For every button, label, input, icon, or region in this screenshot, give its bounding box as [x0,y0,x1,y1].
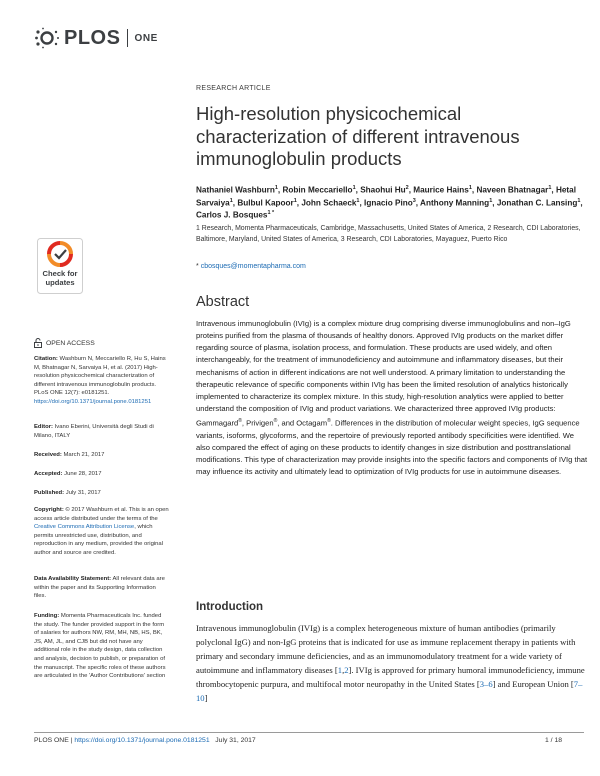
intro-part: ]. IVIg is approved for primary humoral immunodeficiency, immune thrombocytopenic purpura, and multifocal motor neuropathy in the United States [ [196,664,585,689]
author-list: Nathaniel Washburn$^1$, Robin Meccariello$^1$, Shaohui Hu$^2$, Maurice Hains$^1$, Naveen Bhatnagar$^1$, Hetal Sarvaiya$^1$, Bulbul Kapoor$^1$, John Schaeck$^1$, Ignacio Pino$^3$, Anthony Manning$^1$, Jonathan C. Lansing$^1$, Carlos J. Bosques$^{1 *}$ [196,185,583,221]
accepted-block [34,470,169,479]
journal-brand: PLOS [64,26,121,49]
author[interactable]: Naveen Bhatnagar [476,185,549,195]
citation-link[interactable]: 7–10 [196,678,583,703]
author-affil: 1 [548,185,552,191]
author[interactable]: Maurice Hains [413,185,469,195]
registered-mark: ® [327,418,331,425]
received-block [34,451,169,460]
badge-line1: Check for [42,269,78,278]
email-marker: * [196,263,199,270]
published-label: Published: [34,490,65,496]
accepted-date: June 28, 2017 [64,471,102,477]
journal-sub: ONE [134,32,158,44]
abstract-part: , Privigen [241,418,274,428]
funding-label: Funding: [34,613,60,619]
author[interactable]: Anthony Manning [420,198,490,208]
author[interactable]: Robin Meccariello [282,185,353,195]
citation-doi-link[interactable]: https://doi.org/10.1371/journal.pone.0181251 [34,398,152,405]
author[interactable]: Shaohui Hu [360,185,406,195]
logo-divider [127,29,128,47]
editor-block [34,423,169,440]
abstract-heading: Abstract [196,294,250,310]
received-date: March 21, 2017 [63,452,105,458]
author-affil: 3 [412,197,416,204]
author-affil: 1 [293,197,297,204]
footer-journal: PLOS ONE [34,737,69,744]
open-lock-icon [34,338,42,348]
open-access-label [34,338,95,348]
check-for-updates-badge[interactable] [37,238,83,294]
author-affil: 1 * [267,210,275,217]
author[interactable]: John Schaeck [301,198,357,208]
abstract-part: , and Octagam [277,418,328,428]
badge-line2: updates [45,278,75,287]
article-type: RESEARCH ARTICLE [196,85,271,92]
registered-mark: ® [273,418,278,425]
copyright-text: © 2017 Washburn et al. This is an open access article distributed under the terms of the [34,507,169,522]
plos-logo-icon [34,27,60,49]
intro-part: Intravenous immunoglobulin (IVIg) is a complex heterogeneous mixture of human antibodies (primarily polyclonal IgG) and non-IgG proteins that is indicated for use as immune replacement therapy in patients with primary and secondary immune deficiencies, and as an immunomodulatory treatment for a wide variety of autoimmune and inflammatory diseases [ [196,623,576,675]
author-affil: 1 [352,185,356,191]
author-affil: 2 [405,185,409,191]
editor-label: Editor: [34,424,53,430]
published-date: July 31, 2017 [65,490,101,496]
page-number: 1 / 18 [545,737,563,744]
copyright-label: Copyright: [34,507,64,513]
data-availability-label: Data Availability Statement: [34,576,112,582]
citation-link[interactable]: 3–6 [479,678,493,689]
introduction-heading: Introduction [196,601,264,613]
citation-link[interactable]: 1 [337,664,343,675]
editor-text: Ivano Eberini, Università degli Studi di Milano, ITALY [34,424,154,439]
accepted-label: Accepted: [34,471,63,477]
journal-logo[interactable] [34,26,158,50]
funding-block [34,612,169,681]
author[interactable]: Bulbul Kapoor [237,198,294,208]
author[interactable]: Hetal Sarvaiya [196,185,576,208]
registered-mark: ® [238,418,242,425]
citation-label: Citation: [34,356,58,362]
page-footer [34,737,256,744]
citation-block [34,355,169,407]
author[interactable]: Carlos J. Bosques [196,211,268,221]
affiliations: 1 Research, Momenta Pharmaceuticals, Cambridge, Massachusetts, United States of America, 2 Research, CDI Laboratories, Baltimore, Maryland, United States of America, 3 Research, CDI Laboratories, Mayaguez, Puerto Rico [196,225,581,243]
footer-separator: | [68,737,75,744]
introduction-text [196,622,588,705]
abstract-part: . Differences in the distribution of molecular weight species, IgG sequence variants, isoforms, glycoforms, and the repertoire of previously reported antibody specificities were identified. We also compared the effect of aging on these products to identify changes in size distribution and posttranslational modifications. This type of characterization may provide insights into the specific factors and components of IVIg that may influence its activity and ultimately lead to optimization of IVIg products for use in autoimmune diseases. [196,418,588,477]
author-affil: 1 [489,197,493,204]
author[interactable]: Ignacio Pino [364,198,413,208]
intro-part: , [342,664,345,675]
copyright-block [34,506,169,558]
footer-date: July 31, 2017 [215,737,256,744]
author[interactable]: Nathaniel Washburn [196,185,275,195]
article-title: High-resolution physicochemical characterization of different intravenous immunoglobulin products [196,103,520,169]
citation-text: Washburn N, Meccariello R, Hu S, Hains M, Bhatnagar N, Sarvaiya H, et al. (2017) High-resolution physicochemical characterization of different intravenous immunoglobulin products. PLoS ONE 12(7): e0181251. [34,356,166,397]
check-for-updates-icon [37,238,83,294]
author-affil: 1 [468,185,472,191]
author-affil: 1 [356,197,360,204]
email-address[interactable]: cbosques@momentapharma.com [200,263,306,270]
published-block [34,489,169,498]
footer-doi-link[interactable]: https://doi.org/10.1371/journal.pone.0181251 [74,737,210,744]
open-access-text: OPEN ACCESS [46,339,95,347]
received-label: Received: [34,452,62,458]
funding-text: Momenta Pharmaceuticals Inc. funded the study. The funder provided support in the form of salaries for authors NW, RM, MH, NB, HS, BK, JS, AM, JL, and CJB but did not have any additional role in the study design, data collection and analysis, decision to publish, or preparation of the manuscript. The specific roles of these authors are articulated in the 'Author Contributions' section [34,613,166,680]
data-availability-block [34,575,169,601]
data-availability-text: All relevant data are within the paper and its Supporting Information files. [34,576,165,600]
author-affil: 1 [229,197,233,204]
footer-divider [34,732,584,733]
intro-part: ] [204,692,208,703]
citation-link[interactable]: 2 [344,664,349,675]
copyright-text-2: , which permits unrestricted use, distribution, and reproduction in any medium, provided the original author and source are credited. [34,524,164,556]
abstract-part: Intravenous immunoglobulin (IVIg) is a complex mixture drug comprising diverse immunoglobulins and non–IgG proteins purified from the plasma of thousands of healthy donors. Approved IVIg products on the market differ regarding source of plasma, isolation process, and formulation. These products are used widely, and often interchangeably, for the treatment of immunodeficiency and autoimmune and inflammatory diseases, but their mechanisms of action in different indications are not well understood. A primary limitation to understanding the therapeutic relevance of specific components within IVIg has been the limited resolution of analytics historically implemented to characterize its complex mixture. In this study, high-resolution analytics were applied to better understand the composition of IVIg and product variations. We characterized three approved IVIg products: Gammagard [196,319,571,428]
author-affil: 1 [577,197,581,204]
intro-part: ] and European Union [ [492,678,574,689]
author-affil: 1 [274,185,278,191]
author[interactable]: Jonathan C. Lansing [496,198,578,208]
corresponding-email[interactable] [196,263,306,270]
license-link[interactable]: Creative Commons Attribution License [34,524,135,531]
abstract-text [196,318,588,479]
